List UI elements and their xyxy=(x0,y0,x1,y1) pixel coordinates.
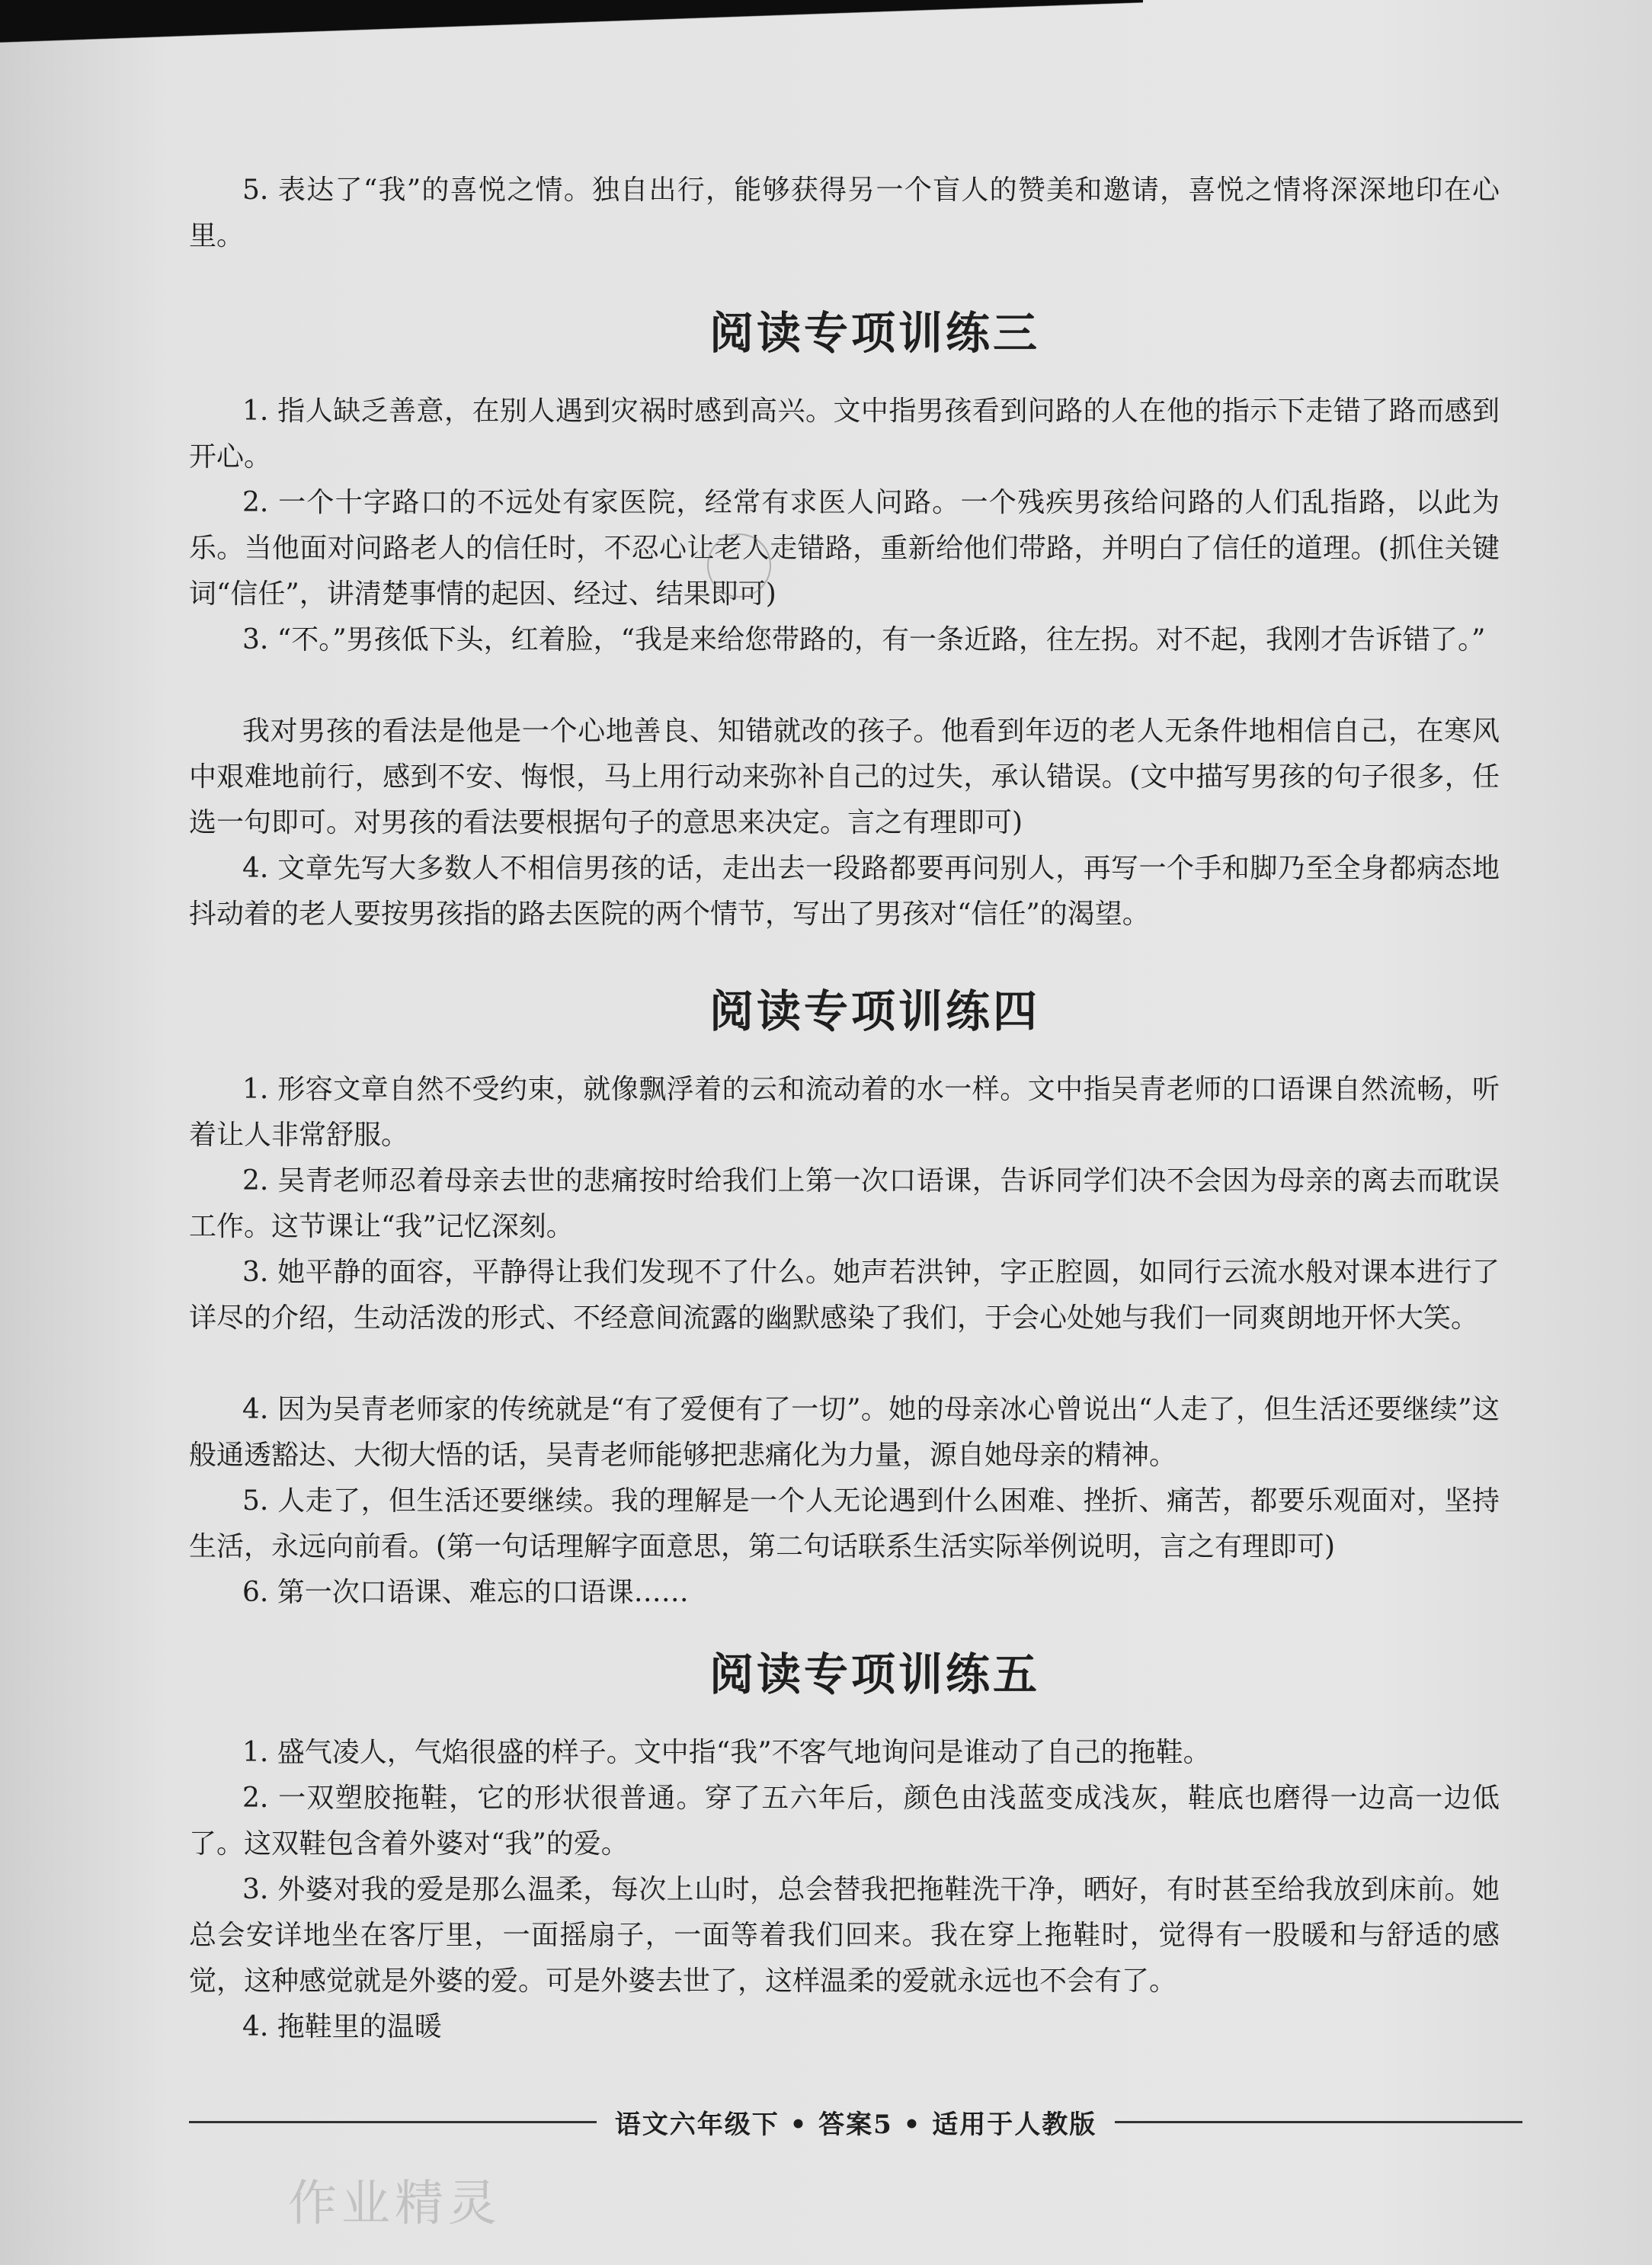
s4-item-2: 2. 吴青老师忍着母亲去世的悲痛按时给我们上第一次口语课，告诉同学们决不会因为母亲的离去而耽误工作。这节课让“我”记忆深刻。 xyxy=(189,1165,1500,1242)
watermark: 作业精灵 xyxy=(288,2176,501,2232)
s3-item-4: 4. 文章先写大多数人不相信男孩的话，走出去一段路都要再问别人，再写一个手和脚乃至全身都病态地抖动着的老人要按男孩指的路去医院的两个情节，写出了男孩对“信任”的渴望。 xyxy=(189,853,1500,930)
s5-item-3: 3. 外婆对我的爱是那么温柔，每次上山时，总会替我把拖鞋洗干净，晒好，有时甚至给我放到床前。她总会安详地坐在客厅里，一面摇扇子，一面等着我们回来。我在穿上拖鞋时，觉得有一股暖和与舒适的感觉，这种感觉就是外婆的爱。可是外婆去世了，这样温柔的爱就永远也不会有了。 xyxy=(189,1874,1500,1997)
s4-item-3: 3. 她平静的面容，平静得让我们发现不了什么。她声若洪钟，字正腔圆，如同行云流水般对课本进行了详尽的介绍，生动活泼的形式、不经意间流露的幽默感染了我们，于会心处她与我们一同爽朗地开怀大笑。 xyxy=(189,1257,1500,1334)
page-footer xyxy=(189,2103,1522,2141)
s3-item-2: 2. 一个十字路口的不远处有家医院，经常有求医人问路。一个残疾男孩给问路的人们乱指路，以此为乐。当他面对问路老人的信任时，不忍心让老人走错路，重新给他们带路，并明白了信任的道理。(抓住关键词“信任”，讲清楚事情的起因、经过、结果即可) xyxy=(189,487,1500,610)
s3-item-3-view: 我对男孩的看法是他是一个心地善良、知错就改的孩子。他看到年迈的老人无条件地相信自己，在寒风中艰难地前行，感到不安、悔恨，马上用行动来弥补自己的过失，承认错误。(文中描写男孩的句子很多，任选一句即可。对男孩的看法要根据句子的意思来决定。言之有理即可) xyxy=(189,716,1500,838)
s5-item-4: 4. 拖鞋里的温暖 xyxy=(242,2011,442,2042)
section-5-title: 阅读专项训练五 xyxy=(709,1648,1040,1700)
section-4-title: 阅读专项训练四 xyxy=(709,985,1040,1037)
answer-page xyxy=(98,46,1652,2265)
s3-item-3: 3. “不。”男孩低下头，红着脸，“我是来给您带路的，有一条近路，往左拐。对不起，我刚才告诉错了。” xyxy=(242,624,1486,655)
s4-item-4: 4. 因为吴青老师家的传统就是“有了爱便有了一切”。她的母亲冰心曾说出“人走了，但生活还要继续”这般通透豁达、大彻大悟的话，吴青老师能够把悲痛化为力量，源自她母亲的精神。 xyxy=(189,1394,1500,1471)
s5-item-2: 2. 一双塑胶拖鞋，它的形状很普通。穿了五六年后，颜色由浅蓝变成浅灰，鞋底也磨得一边高一边低了。这双鞋包含着外婆对“我”的爱。 xyxy=(189,1783,1500,1860)
s3-item-1: 1. 指人缺乏善意，在别人遇到灾祸时感到高兴。文中指男孩看到问路的人在他的指示下走错了路而感到开心。 xyxy=(189,396,1500,473)
s4-item-6: 6. 第一次口语课、难忘的口语课…… xyxy=(242,1577,689,1608)
intro-item-5: 5. 表达了“我”的喜悦之情。独自出行，能够获得另一个盲人的赞美和邀请，喜悦之情将深深地印在心里。 xyxy=(189,175,1500,251)
s4-item-5: 5. 人走了，但生活还要继续。我的理解是一个人无论遇到什么困难、挫折、痛苦，都要乐观面对，坚持生活，永远向前看。(第一句话理解字面意思，第二句话联系生活实际举例说明，言之有理即可) xyxy=(189,1485,1500,1562)
s5-item-1: 1. 盛气凌人，气焰很盛的样子。文中指“我”不客气地询问是谁动了自己的拖鞋。 xyxy=(242,1737,1211,1768)
footer-rule-right xyxy=(1115,2121,1522,2123)
section-3-title: 阅读专项训练三 xyxy=(709,307,1040,359)
s4-item-1: 1. 形容文章自然不受约束，就像飘浮着的云和流动着的水一样。文中指吴青老师的口语课自然流畅，听着让人非常舒服。 xyxy=(189,1074,1500,1151)
faint-stamp xyxy=(707,533,771,597)
footer-rule-left xyxy=(189,2121,597,2123)
footer-text: 语文六年级下 • 答案5 • 适用于人教版 xyxy=(614,2110,1097,2140)
